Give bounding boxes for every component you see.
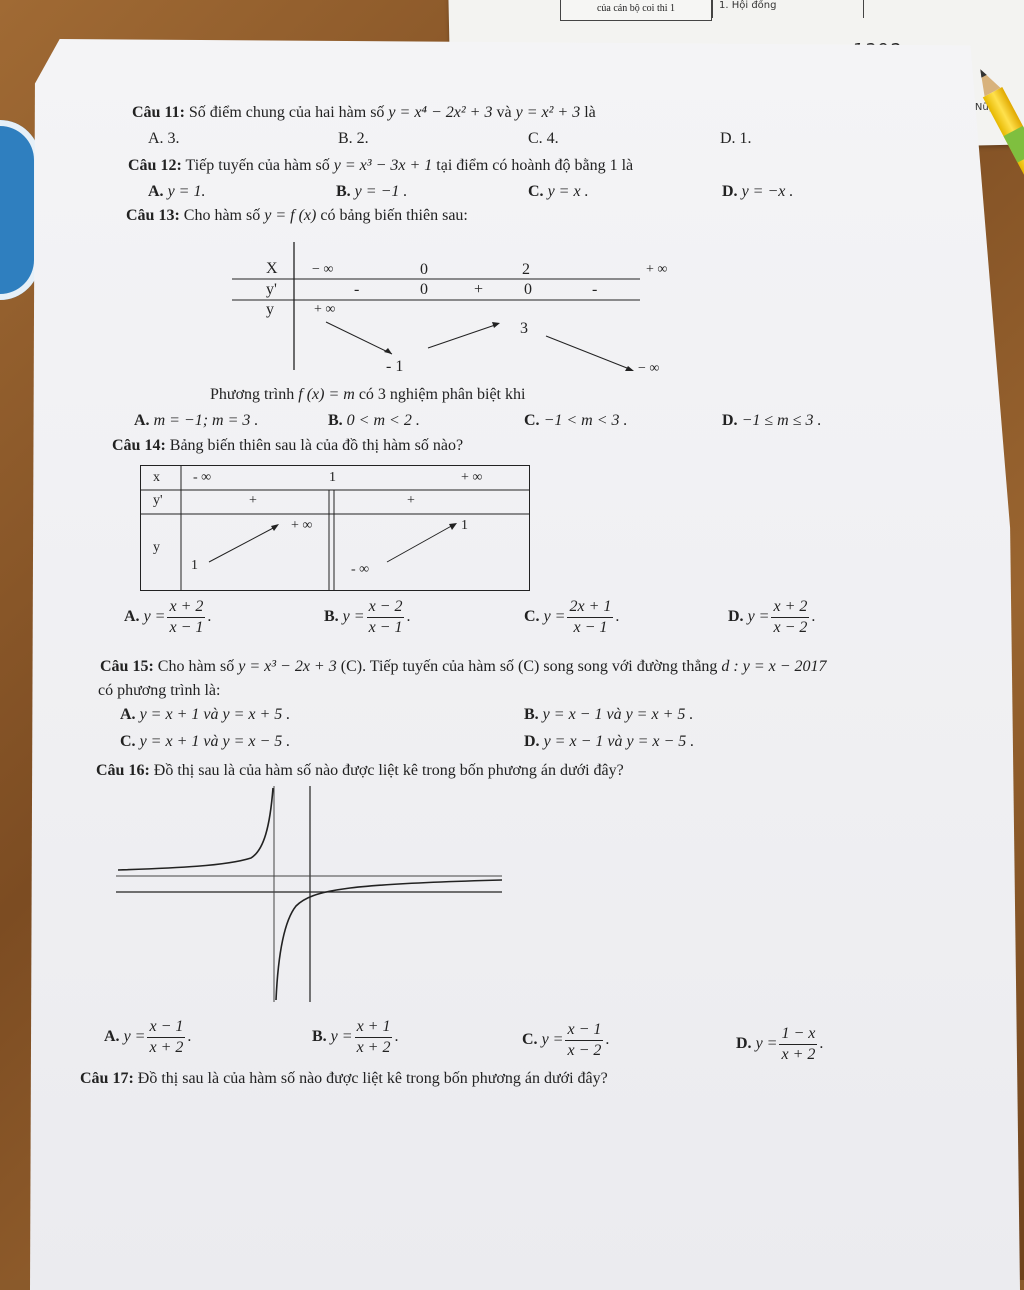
q14-y-val-0: 1: [191, 558, 198, 573]
q14-y-label: y: [153, 540, 160, 555]
q12-option-b-letter: B.: [336, 183, 351, 200]
sticker: [0, 120, 40, 300]
q16-option-d-num: 1 − x: [779, 1024, 817, 1045]
q14-option-d[interactable]: D. y = $\frac{x + 2}{x - 2}$ .: [728, 598, 816, 636]
q15-text-a: Cho hàm số: [157, 658, 235, 675]
back-sheet-header: của cán bộ coi thi 1: [560, 0, 712, 21]
q13-option-d[interactable]: [722, 412, 821, 430]
q14-option-c[interactable]: C. y = $\frac{2x + 1}{x - 1}$ .: [524, 598, 620, 636]
q13-option-b-letter: B.: [328, 412, 343, 429]
q13-option-a-letter: A.: [134, 412, 150, 429]
q14-y-val-2: - ∞: [351, 562, 370, 577]
q12-label: Câu 12:: [128, 157, 182, 174]
q14-x-val-1: 1: [329, 470, 336, 485]
q12-option-b[interactable]: [336, 183, 407, 201]
q12-option-d-letter: D.: [722, 183, 738, 200]
q13-option-c-letter: C.: [524, 412, 540, 429]
q15-option-d-letter: D.: [524, 733, 540, 750]
q14-y-val-3: 1: [461, 518, 468, 533]
q14-yp-label: y': [153, 493, 163, 508]
q12-option-c-value: y = x .: [547, 183, 589, 200]
q16-option-b[interactable]: B. y = $\frac{x + 1}{x + 2}$ .: [312, 1018, 399, 1056]
q16-left-branch: [118, 788, 273, 870]
q15-option-b[interactable]: [524, 706, 693, 724]
q14-text: Bảng biến thiên sau là của đồ thị hàm số nào?: [169, 437, 464, 454]
q15-option-c-letter: C.: [120, 733, 136, 750]
q13-text-a: Cho hàm số: [183, 207, 261, 224]
q16-option-d[interactable]: D. y = $\frac{1 - x}{x + 2}$ .: [736, 1025, 824, 1063]
q14-yp-val-0: +: [249, 493, 257, 508]
q12-stem: [128, 157, 633, 175]
q15-option-c-value: y = x + 1 và y = x − 5 .: [139, 733, 291, 750]
q16-option-d-letter: D.: [736, 1035, 752, 1053]
q12-option-a[interactable]: [148, 183, 205, 201]
q12-option-c[interactable]: [528, 183, 589, 201]
q13-y-label: y: [266, 301, 274, 318]
q15-option-a-letter: A.: [120, 706, 136, 723]
q14-option-a[interactable]: A. y = $\frac{x + 2}{x - 1}$ .: [124, 598, 212, 636]
q13-x-val-3: + ∞: [646, 262, 668, 277]
q13-yp-val-2: +: [474, 281, 484, 298]
q16-graph: [116, 786, 506, 1004]
q13-x-label: X: [266, 260, 278, 277]
q16-option-a-letter: A.: [104, 1028, 120, 1046]
q11-end: là: [584, 104, 596, 121]
q14-option-c-letter: C.: [524, 608, 540, 626]
q12-option-a-letter: A.: [148, 183, 164, 200]
q14-option-a-num: x + 2: [167, 597, 205, 618]
q13-option-c-value: −1 < m < 3 .: [543, 412, 628, 429]
q14-y-val-1: + ∞: [291, 518, 313, 533]
q15-option-a-value: y = x + 1 và y = x + 5 .: [139, 706, 291, 723]
back-sheet-header-2-text: 1. Hội đồng: [719, 0, 777, 11]
q13-label: Câu 13:: [126, 207, 180, 224]
q15-option-b-value: y = x − 1 và y = x + 5 .: [542, 706, 694, 723]
q13-x-val-1: 0: [420, 261, 428, 278]
q15-option-d[interactable]: [524, 733, 694, 751]
q14-x-val-2: + ∞: [461, 470, 483, 485]
q12-option-c-letter: C.: [528, 183, 544, 200]
q14-stem: [112, 437, 463, 455]
q13-text-b: có bảng biến thiên sau:: [320, 207, 468, 224]
q13-variation-table: [228, 240, 678, 380]
q14-option-a-den: x − 1: [169, 619, 204, 636]
q16-stem: [96, 762, 624, 780]
q16-text: Đồ thị sau là của hàm số nào được liệt kê trong bốn phương án dưới đây?: [153, 762, 624, 779]
q17-text: Đồ thị sau là của hàm số nào được liệt kê trong bốn phương án dưới đây?: [137, 1070, 608, 1087]
q14-option-c-num: 2x + 1: [567, 597, 613, 618]
q13-table-svg: [228, 240, 678, 380]
q16-option-c-letter: C.: [522, 1031, 538, 1049]
q16-option-c-den: x − 2: [567, 1042, 602, 1059]
q11-mid: và: [496, 104, 512, 121]
q12-option-a-value: y = 1.: [167, 183, 206, 200]
q16-option-a[interactable]: A. y = $\frac{x - 1}{x + 2}$ .: [104, 1018, 192, 1056]
q14-option-b-letter: B.: [324, 608, 339, 626]
q15-option-b-letter: B.: [524, 706, 539, 723]
q13-stem: [126, 207, 468, 225]
q15-option-d-value: y = x − 1 và y = x − 5 .: [543, 733, 695, 750]
q13-x-val-2: 2: [522, 261, 530, 278]
q12-option-d[interactable]: [722, 183, 793, 201]
q15-text-b: (C). Tiếp tuyến của hàm số (C) song song với đường thẳng: [340, 658, 718, 675]
q12-option-b-value: y = −1 .: [354, 183, 408, 200]
q13-option-a-value: m = −1; m = 3 .: [153, 412, 259, 429]
q13-statement-eq: f (x) = m: [298, 386, 355, 403]
q12-text-a: Tiếp tuyến của hàm số: [185, 157, 330, 174]
q13-yp-label: y': [266, 281, 277, 298]
q15-label: Câu 15:: [100, 658, 154, 675]
q14-x-val-0: - ∞: [193, 470, 212, 485]
q13-y-val-0: + ∞: [314, 302, 336, 317]
q17-stem: [80, 1070, 608, 1088]
q12-fn: y = x³ − 3x + 1: [333, 157, 433, 174]
q11-fn2: y = x² + 3: [515, 104, 581, 121]
q14-option-c-den: x − 1: [573, 619, 608, 636]
q11-option-a[interactable]: A. 3.: [148, 130, 180, 147]
q14-yp-val-1: +: [407, 493, 415, 508]
q13-yp-val-1: 0: [420, 281, 428, 298]
q14-label: Câu 14:: [112, 437, 166, 454]
q15-option-c[interactable]: [120, 733, 290, 751]
q11-option-b[interactable]: B. 2.: [338, 130, 369, 147]
q13-yp-val-0: -: [354, 281, 360, 298]
q13-statement-b: có 3 nghiệm phân biệt khi: [358, 386, 526, 403]
q13-option-d-letter: D.: [722, 412, 738, 429]
q13-statement: [210, 386, 525, 404]
q15-line-eq: d : y = x − 2017: [721, 658, 827, 675]
q11-fn1: y = x⁴ − 2x² + 3: [388, 104, 493, 121]
q15-fn: y = x³ − 2x + 3: [238, 658, 337, 675]
q13-option-c[interactable]: [524, 412, 628, 430]
q11-option-c[interactable]: C. 4.: [528, 130, 559, 147]
q14-option-a-letter: A.: [124, 608, 140, 626]
q15-text-c: có phương trình là:: [98, 682, 221, 699]
q13-option-a[interactable]: [134, 412, 258, 430]
q14-option-b-den: x − 1: [368, 619, 403, 636]
q11-text: Số điểm chung của hai hàm số: [188, 104, 385, 121]
q12-option-d-value: y = −x .: [741, 183, 794, 200]
q16-option-b-letter: B.: [312, 1028, 327, 1046]
q14-option-d-num: x + 2: [771, 597, 809, 618]
q14-x-label: x: [153, 470, 160, 485]
q15-stem: [100, 658, 827, 676]
q12-text-b: tại điểm có hoành độ bằng 1 là: [436, 157, 634, 174]
q11-label: Câu 11:: [132, 104, 185, 121]
q16-option-c[interactable]: C. y = $\frac{x - 1}{x - 2}$ .: [522, 1021, 610, 1059]
q11-option-d[interactable]: D. 1.: [720, 130, 752, 147]
q11-stem: [132, 104, 596, 122]
q13-option-b[interactable]: [328, 412, 420, 430]
q13-y-val-2: - 1: [386, 358, 404, 375]
q16-option-a-den: x + 2: [149, 1039, 184, 1056]
q13-yp-val-4: -: [592, 281, 598, 298]
q13-y-val-1: 3: [520, 320, 528, 337]
q13-statement-a: Phương trình: [210, 386, 295, 403]
q13-fn: y = f (x): [264, 207, 317, 224]
q13-option-d-value: −1 ≤ m ≤ 3 .: [741, 412, 822, 429]
q16-option-d-den: x + 2: [781, 1046, 816, 1063]
q13-y-val-3: − ∞: [638, 361, 660, 376]
q16-option-b-num: x + 1: [355, 1017, 393, 1038]
q17-label: Câu 17:: [80, 1070, 134, 1087]
q16-label: Câu 16:: [96, 762, 150, 779]
q14-option-b[interactable]: B. y = $\frac{x - 2}{x - 1}$ .: [324, 598, 411, 636]
back-sheet-header-2: [712, 0, 864, 18]
q15-option-a[interactable]: [120, 706, 290, 724]
q14-option-d-den: x − 2: [773, 619, 808, 636]
q13-x-val-0: − ∞: [312, 262, 334, 277]
q16-option-c-num: x − 1: [565, 1020, 603, 1041]
q14-option-d-letter: D.: [728, 608, 744, 626]
q16-option-b-den: x + 2: [356, 1039, 391, 1056]
q16-option-a-num: x − 1: [147, 1017, 185, 1038]
q14-option-b-num: x − 2: [367, 597, 405, 618]
q14-variation-table: [140, 465, 530, 591]
q13-yp-val-3: 0: [524, 281, 532, 298]
q13-option-b-value: 0 < m < 2 .: [346, 412, 420, 429]
